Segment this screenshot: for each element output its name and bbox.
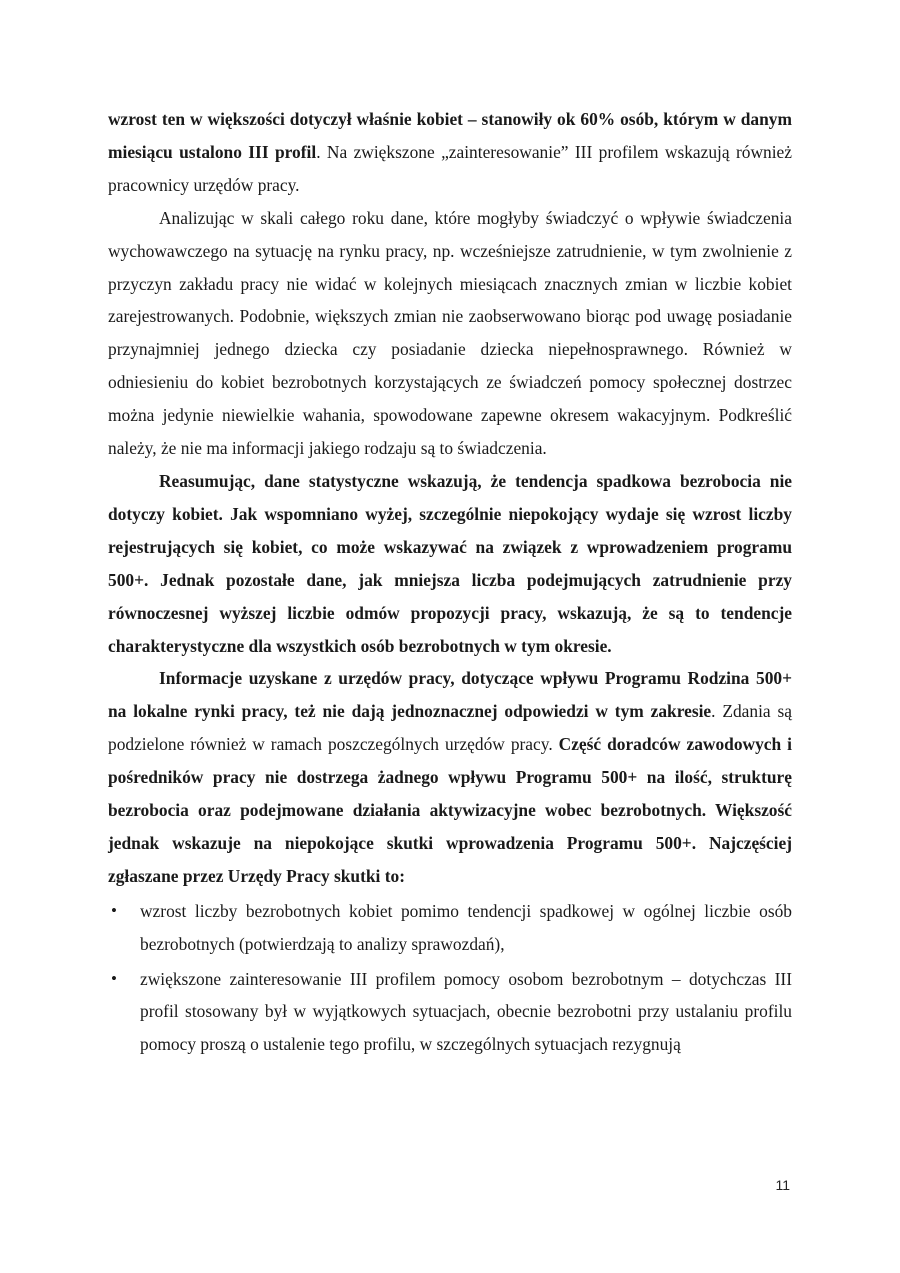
bullet-list xyxy=(108,895,792,1062)
bullet-icon: • xyxy=(111,900,117,920)
paragraph-1 xyxy=(108,103,792,202)
paragraph-1-bold: wzrost ten w większości dotyczył właśnie kobiet – stanowiły ok 60% osób, którym w danym miesiącu ustalono III profil xyxy=(108,109,792,162)
paragraph-4-bold-2: Część doradców zawodowych i pośredników pracy nie dostrzega żadnego wpływu Programu 500+ na ilość, strukturę bezrobocia oraz podejmowane działania aktywizacyjne wobec bezrobotnych. Większość jednak wskazuje na niepokojące skutki wprowadzenia Programu 500+. Najczęściej zgłaszane przez Urzędy Pracy skutki to: xyxy=(108,734,792,886)
paragraph-3 xyxy=(108,465,792,662)
page-number: 11 xyxy=(775,1177,790,1193)
paragraph-4 xyxy=(108,662,792,892)
paragraph-3-bold: Reasumując, dane statystyczne wskazują, że tendencja spadkowa bezrobocia nie dotyczy kobiet. Jak wspomniano wyżej, szczególnie niepokojący wydaje się wzrost liczby rejestrujących się kobiet, co może wskazywać na związek z wprowadzeniem programu 500+. Jednak pozostałe dane, jak mniejsza liczba podejmujących zatrudnienie przy równoczesnej wyższej liczbie odmów propozycji pracy, wskazują, że są to tendencje charakterystyczne dla wszystkich osób bezrobotnych w tym okresie. xyxy=(108,470,792,656)
paragraph-4-bold-1: Informacje uzyskane z urzędów pracy, dotyczące wpływu Programu Rodzina 500+ na lokalne rynki pracy, też nie dają jednoznacznej odpowiedzi w tym zakresie xyxy=(108,668,792,722)
page-body xyxy=(108,103,792,1061)
paragraph-2 xyxy=(108,202,792,465)
bullet-item-text: wzrost liczby bezrobotnych kobiet pomimo tendencji spadkowej w ogólnej liczbie osób bezrobotnych (potwierdzają to analizy sprawozdań), xyxy=(140,900,792,954)
bullet-item xyxy=(108,895,792,961)
paragraph-1-text: . Na zwiększone „zainteresowanie” III profilem wskazują również pracownicy urzędów pracy. xyxy=(108,141,792,195)
bullet-item-text: zwiększone zainteresowanie III profilem pomocy osobom bezrobotnym – dotychczas III profil stosowany był w wyjątkowych sytuacjach, obecnie bezrobotni przy ustalaniu profilu pomocy proszą o ustalenie tego profilu, w szczególnych sytuacjach rezygnują xyxy=(140,968,792,1055)
paragraph-2-text: Analizując w skali całego roku dane, które mogłyby świadczyć o wpływie świadczenia wychowawczego na sytuację na rynku pracy, np. wcześniejsze zatrudnienie, w tym zwolnienie z przyczyn zakładu pracy nie widać w kolejnych miesiącach znacznych zmian w liczbie kobiet zarejestrowanych. Podobnie, większych zmian nie zaobserwowano biorąc pod uwagę posiadanie przynajmniej jednego dziecka czy posiadanie dziecka niepełnosprawnego. Również w odniesieniu do kobiet bezrobotnych korzystających ze świadczeń pomocy społecznej dostrzec można jedynie niewielkie wahania, spowodowane zapewne okresem wakacyjnym. Podkreślić należy, że nie ma informacji jakiego rodzaju są to świadczenia. xyxy=(108,207,792,459)
paragraph-4-text: . Zdania są podzielone również w ramach poszczególnych urzędów pracy. xyxy=(108,701,792,755)
bullet-icon: • xyxy=(111,968,117,988)
bullet-item xyxy=(108,963,792,1062)
